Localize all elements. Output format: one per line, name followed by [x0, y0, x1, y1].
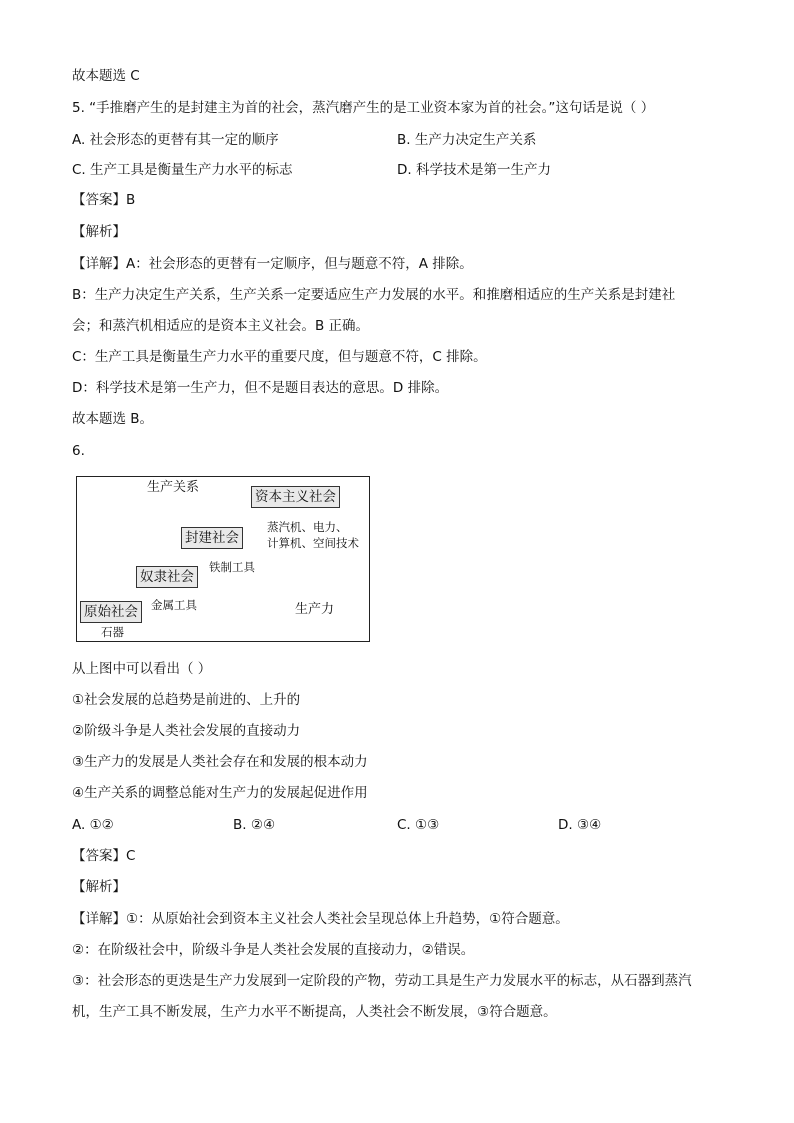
tool-steam-electric: 蒸汽机、电力、	[267, 520, 348, 534]
tool-iron: 铁制工具	[209, 560, 255, 574]
q5-option-b: B. 生产力决定生产关系	[397, 132, 537, 148]
statement-4: ④生产关系的调整总能对生产力的发展起促进作用	[72, 785, 368, 801]
text-line: 故本题选 B。	[72, 411, 154, 427]
explanation-line: 【详解】A：社会形态的更替有一定顺序，但与题意不符，A 排除。	[72, 256, 473, 272]
social-development-diagram	[76, 476, 370, 642]
y-axis-label: 生产关系	[147, 480, 200, 495]
analysis-label: 【解析】	[72, 879, 126, 895]
stage-slave-society: 奴隶社会	[136, 566, 198, 588]
statement-1: ①社会发展的总趋势是前进的、上升的	[72, 692, 301, 708]
answer-label: 【答案】B	[72, 192, 136, 208]
answer-label: 【答案】C	[72, 848, 136, 864]
q6-option-c: C. ①③	[397, 817, 440, 833]
explanation-line: 会；和蒸汽机相适应的是资本主义社会。B 正确。	[72, 318, 370, 334]
explanation-line: C：生产工具是衡量生产力水平的重要尺度，但与题意不符，C 排除。	[72, 349, 487, 365]
explanation-line: ③：社会形态的更迭是生产力发展到一定阶段的产物，劳动工具是生产力发展水平的标志，从石器到蒸汽	[72, 973, 692, 989]
stage-primitive-society: 原始社会	[80, 601, 142, 623]
explanation-line: 【详解】①：从原始社会到资本主义社会人类社会呈现总体上升趋势，①符合题意。	[72, 911, 569, 927]
explanation-line: D：科学技术是第一生产力，但不是题目表达的意思。D 排除。	[72, 380, 449, 396]
tool-computer-space: 计算机、空间技术	[267, 536, 359, 550]
text-line: 故本题选 C	[72, 68, 140, 84]
analysis-label: 【解析】	[72, 224, 126, 240]
q5-option-c: C. 生产工具是衡量生产力水平的标志	[72, 162, 293, 178]
question-5-stem: 5. “手推磨产生的是封建主为首的社会，蒸汽磨产生的是工业资本家为首的社会。”这句话是说（ ）	[72, 100, 655, 116]
explanation-line: 机，生产工具不断发展，生产力水平不断提高，人类社会不断发展，③符合题意。	[72, 1004, 557, 1020]
explanation-line: ②：在阶级社会中，阶级斗争是人类社会发展的直接动力，②错误。	[72, 942, 475, 958]
q6-option-a: A. ①②	[72, 817, 114, 833]
x-axis-label: 生产力	[295, 602, 335, 617]
question-6-stem: 从上图中可以看出（ ）	[72, 661, 212, 677]
q6-option-d: D. ③④	[558, 817, 602, 833]
stage-feudal-society: 封建社会	[181, 527, 243, 549]
q5-option-a: A. 社会形态的更替有其一定的顺序	[72, 132, 279, 148]
explanation-line: B：生产力决定生产关系，生产关系一定要适应生产力发展的水平。和推磨相适应的生产关系是封建社	[72, 287, 676, 303]
tool-stone: 石器	[101, 625, 124, 639]
statement-3: ③生产力的发展是人类社会存在和发展的根本动力	[72, 754, 368, 770]
statement-2: ②阶级斗争是人类社会发展的直接动力	[72, 723, 301, 739]
tool-metal: 金属工具	[151, 598, 197, 612]
question-6-number: 6.	[72, 443, 85, 459]
q6-option-b: B. ②④	[233, 817, 276, 833]
q5-option-d: D. 科学技术是第一生产力	[397, 162, 551, 178]
stage-capitalist-society: 资本主义社会	[251, 486, 340, 508]
